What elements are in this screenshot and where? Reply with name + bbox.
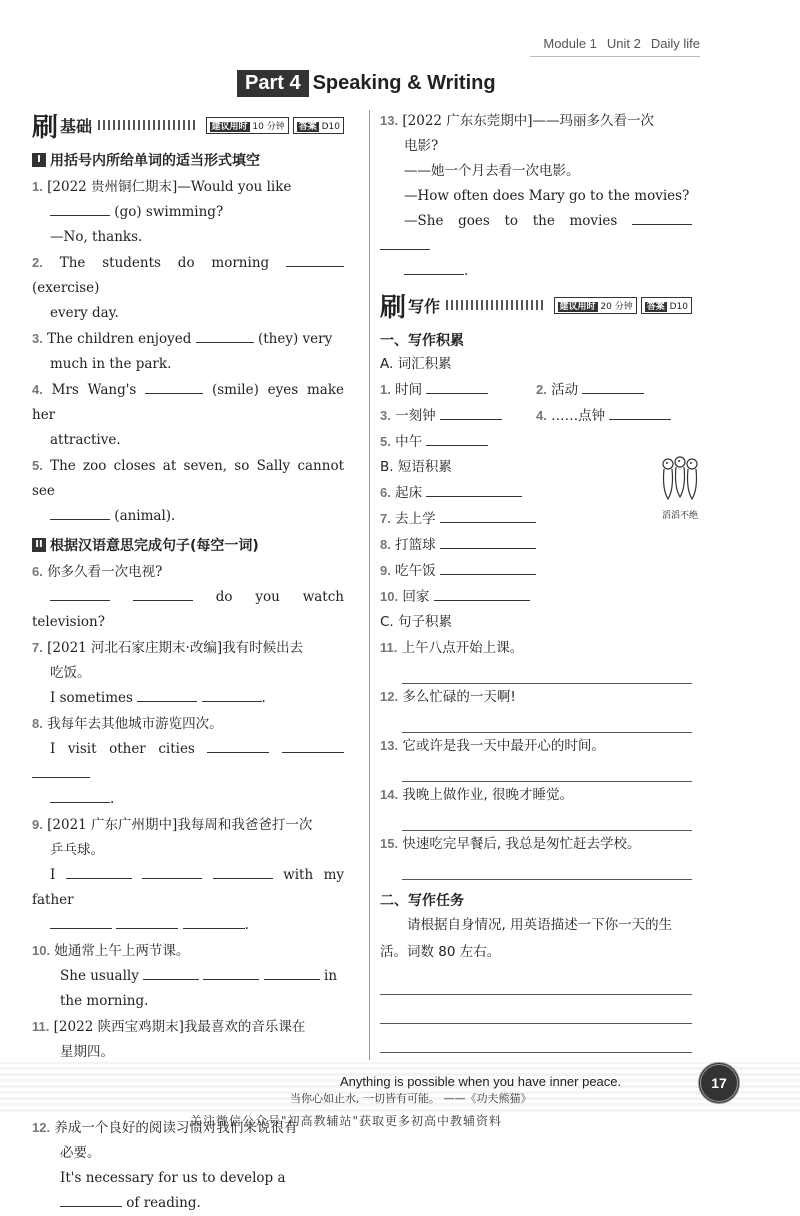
question-3: 3. The children enjoyed (they) very much in the park. [32, 326, 344, 377]
question-12: 12. 养成一个良好的阅读习惯对我们来说很有 必要。 It's necessary for us to develop a of reading. [32, 1120, 298, 1211]
question-11: 11. [2022 陕西宝鸡期末]我最喜欢的音乐课在 星期四。 [32, 1014, 344, 1115]
sentence-item: 14. 我晚上做作业, 很晚才睡觉。 [380, 787, 573, 803]
answer-blank[interactable] [282, 738, 344, 753]
vocab-row: 5. 中午 [380, 429, 692, 455]
writing-line[interactable] [402, 857, 692, 880]
writing-line[interactable] [380, 966, 692, 995]
footer-quote-en: Anything is possible when you have inner peace. [340, 1074, 622, 1089]
header-topic: Daily life [650, 36, 700, 51]
answer-blank[interactable] [426, 431, 488, 446]
ducks-caption: 滔滔不绝 [661, 511, 698, 521]
phrase-item: 10. 回家 [380, 584, 692, 610]
running-header [543, 36, 700, 51]
answer-blank[interactable] [137, 687, 197, 702]
question-9: 9. [2021 广东广州期中]我每周和我爸爸打一次 乒乓球。 I with my father . [32, 817, 345, 933]
answer-blank[interactable] [632, 210, 692, 225]
right-column [380, 108, 692, 1082]
question-2: 2. The students do morning (exercise) every day. [32, 250, 344, 326]
basics-label: 基础 [60, 116, 93, 136]
answer-blank[interactable] [60, 1192, 122, 1207]
question-5: 5. The zoo closes at seven, so Sally cannot see (animal). [32, 458, 344, 524]
answer-blank[interactable] [196, 328, 254, 343]
answer-blank[interactable] [50, 201, 110, 216]
ducks-icon [652, 454, 708, 504]
sentence-item: 11. 上午八点开始上课。 [380, 640, 524, 656]
answer-blank[interactable] [582, 379, 644, 394]
phrase-item: 6. 起床 [380, 480, 692, 506]
ducks-illustration [652, 454, 708, 520]
footer-quote-cn: 当你心如止水, 一切皆有可能。 ——《功夫熊猫》 [290, 1092, 532, 1105]
basics-banner [32, 108, 344, 142]
answer-blank[interactable] [116, 914, 178, 929]
writing-line[interactable] [402, 759, 692, 782]
answer-blank[interactable] [50, 505, 110, 520]
writing-banner [380, 288, 692, 322]
answer-blank[interactable] [202, 687, 262, 702]
answer-blank[interactable] [50, 586, 110, 601]
answer-blank[interactable] [440, 405, 502, 420]
sentence-item: 12. 多么忙碌的一天啊! [380, 689, 516, 705]
answer-tag: 答案 D10 [293, 117, 344, 134]
answer-blank[interactable] [32, 763, 90, 778]
page-number: 17 [698, 1062, 740, 1104]
writing-line[interactable] [402, 710, 692, 733]
writing-line[interactable] [402, 808, 692, 831]
answer-blank[interactable] [380, 235, 430, 250]
column-divider [369, 110, 370, 1060]
answer-blank[interactable] [213, 864, 273, 879]
writing-label: 写作 [408, 296, 441, 316]
answer-blank[interactable] [434, 586, 530, 601]
answer-blank[interactable] [183, 914, 245, 929]
writing-line[interactable] [402, 661, 692, 684]
sentence-item: 13. 它或许是我一天中最开心的时间。 [380, 738, 605, 754]
answer-blank[interactable] [133, 586, 193, 601]
answer-blank[interactable] [264, 965, 320, 980]
banner-hatch [98, 120, 195, 130]
answer-blank[interactable] [50, 788, 110, 803]
answer-blank[interactable] [440, 508, 536, 523]
brush-char: 刷 [380, 292, 407, 323]
answer-blank[interactable] [609, 405, 671, 420]
question-6: 6. 你多久看一次电视? do you watch television? [32, 564, 344, 630]
phrase-item: 7. 去上学 [380, 506, 692, 532]
answer-blank[interactable] [143, 965, 199, 980]
left-column [32, 108, 344, 1216]
answer-blank[interactable] [145, 379, 203, 394]
section-1-title: I 用括号内所给单词的适当形式填空 [32, 150, 344, 170]
answer-blank[interactable] [207, 738, 269, 753]
part-title [237, 70, 496, 97]
writing-line[interactable] [380, 995, 692, 1024]
part-badge: Part 4 [237, 70, 309, 97]
question-10: 10. 她通常上午上两节课。 She usually in the morning. [32, 943, 338, 1009]
answer-blank[interactable] [404, 260, 464, 275]
answer-blank[interactable] [50, 914, 112, 929]
vocab-heading: A. 词汇积累 [380, 356, 452, 372]
question-8: 8. 我每年去其他城市游览四次。 I visit other cities . [32, 711, 344, 812]
answer-tag: 答案 D10 [641, 297, 692, 314]
writing-accumulation-title: 一、写作积累 [380, 333, 464, 349]
roman-numeral: I [32, 153, 46, 167]
writing-prompt: 请根据自身情况, 用英语描述一下你一天的生活。词数 80 左右。 [380, 917, 673, 960]
time-tag: 建议用时 20 分钟 [554, 297, 637, 314]
header-rule [530, 56, 700, 57]
time-tag: 建议用时 10 分钟 [206, 117, 289, 134]
header-unit: Unit 2 [606, 36, 641, 51]
answer-blank[interactable] [440, 560, 536, 575]
sentence-item: 15. 快速吃完早餐后, 我总是匆忙赶去学校。 [380, 836, 641, 852]
brush-char: 刷 [32, 112, 59, 143]
section-2-title: II 根据汉语意思完成句子(每空一词) [32, 535, 344, 555]
vocab-row: 1. 时间 2. 活动 [380, 377, 692, 403]
question-4: 4. Mrs Wang's (smile) eyes make her attractive. [32, 377, 344, 453]
phrase-heading: B. 短语积累 [380, 459, 452, 475]
answer-blank[interactable] [142, 864, 202, 879]
answer-blank[interactable] [426, 482, 522, 497]
banner-hatch [446, 300, 543, 310]
footer-ad: 关注微信公众号"初高教辅站"获取更多初高中教辅资料 [190, 1114, 503, 1128]
answer-blank[interactable] [426, 379, 488, 394]
writing-line[interactable] [380, 1024, 692, 1053]
phrase-item: 9. 吃午饭 [380, 558, 692, 584]
part-heading: Speaking & Writing [312, 72, 496, 94]
roman-numeral: II [32, 538, 46, 552]
question-13: 13. [2022 广东东莞期中]——玛丽多久看一次 电影? ——她一个月去看一次电影。 —How often does Mary go to the movies? —She goes to the movies . [380, 108, 692, 284]
answer-blank[interactable] [440, 534, 536, 549]
question-1: 1. [2022 贵州铜仁期末]—Would you like (go) swimming? —No, thanks. [32, 179, 292, 245]
writing-task-title: 二、写作任务 [380, 893, 464, 909]
phrase-item: 8. 打篮球 [380, 532, 692, 558]
vocab-row: 3. 一刻钟 4. ……点钟 [380, 403, 692, 429]
answer-blank[interactable] [286, 252, 344, 267]
sentence-heading: C. 句子积累 [380, 614, 453, 630]
question-7: 7. [2021 河北石家庄期末·改编]我有时候出去 吃饭。 I sometimes . [32, 640, 304, 706]
answer-blank[interactable] [203, 965, 259, 980]
answer-blank[interactable] [66, 864, 132, 879]
header-module: Module 1 [543, 36, 597, 51]
